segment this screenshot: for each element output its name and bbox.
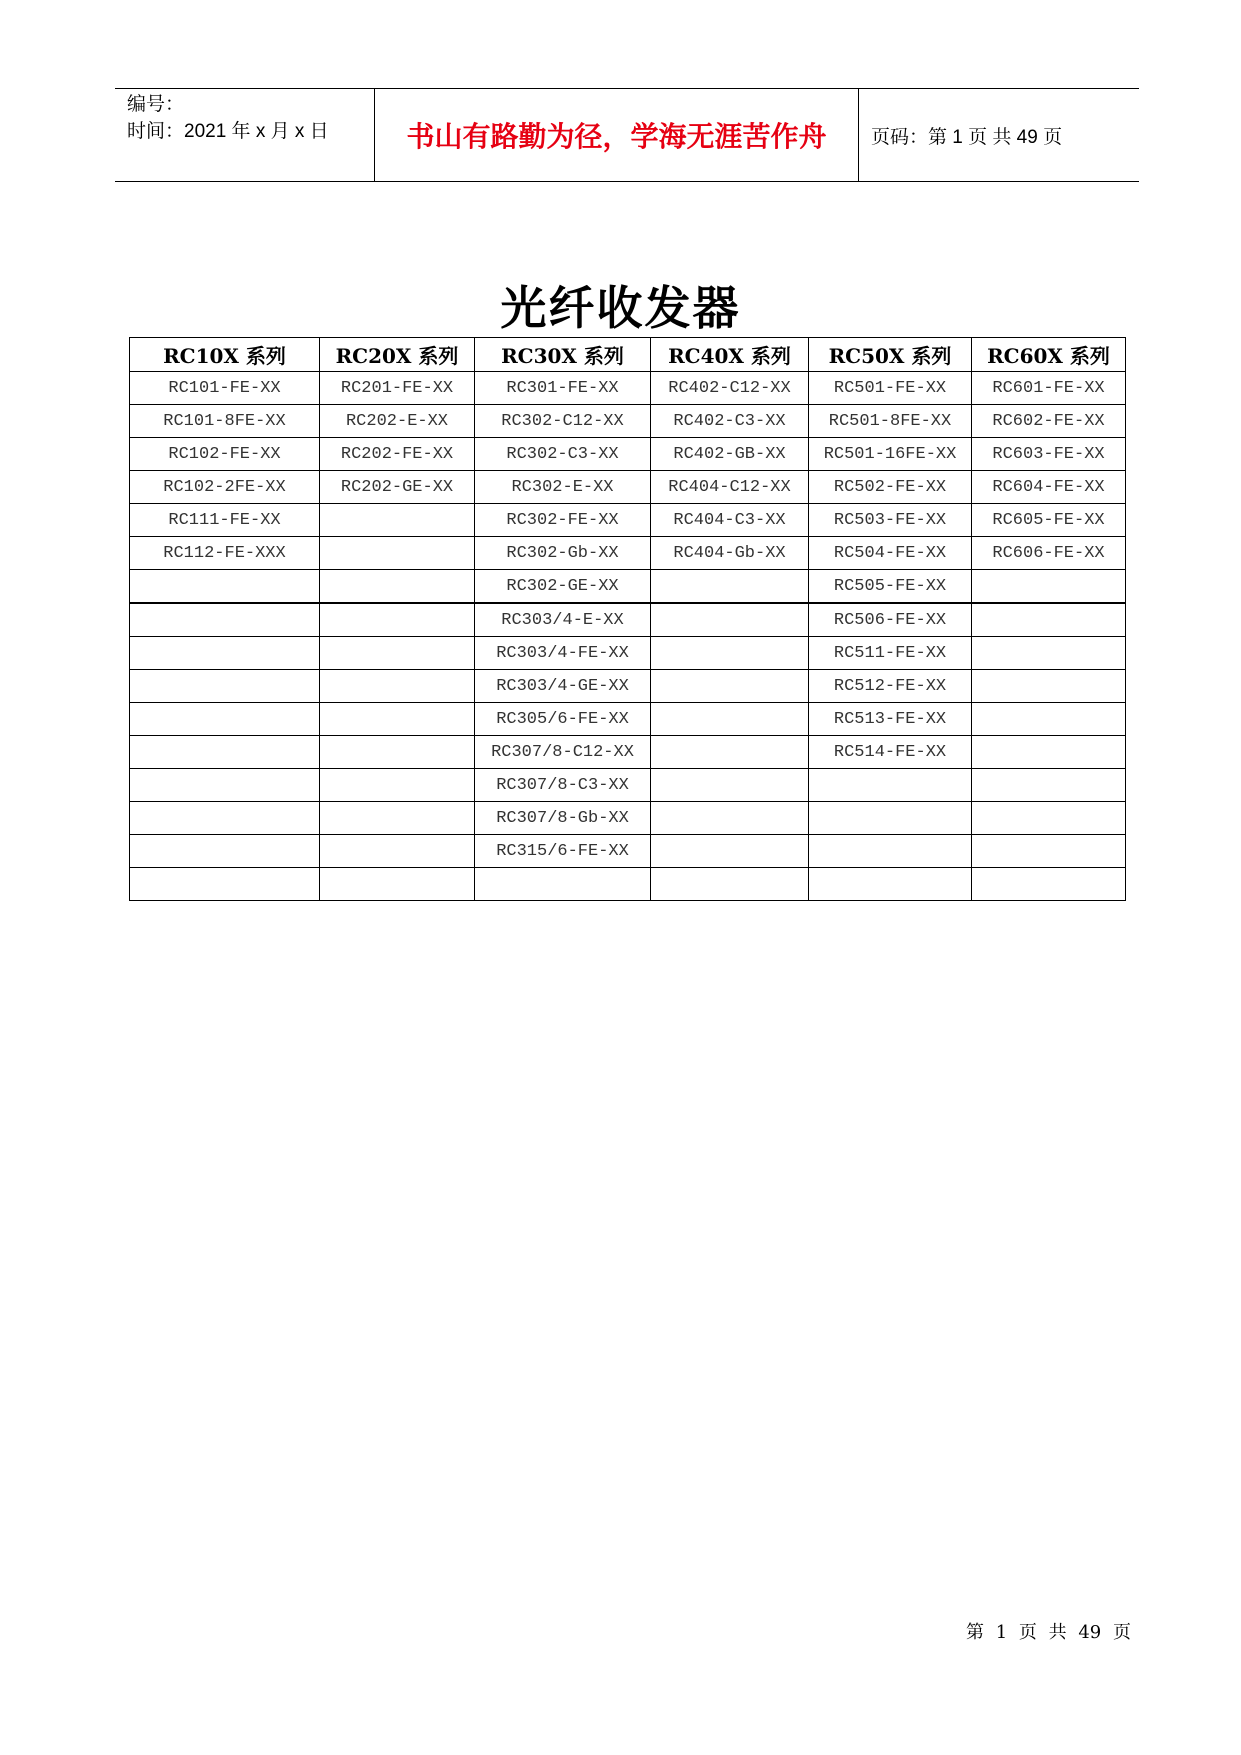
table-cell: [320, 670, 475, 703]
document-title: 光纤收发器: [500, 281, 741, 335]
column-header: RC10X 系列: [130, 338, 320, 372]
table-cell: [972, 670, 1126, 703]
table-cell: [972, 835, 1126, 868]
table-cell: [651, 802, 809, 835]
table-cell: RC504-FE-XX: [809, 537, 972, 570]
table-cell: [651, 637, 809, 670]
table-row: [130, 703, 1126, 736]
header-meta: [115, 89, 375, 181]
table-row: [130, 637, 1126, 670]
table-cell: RC303/4-E-XX: [475, 603, 651, 637]
table-cell: RC404-C3-XX: [651, 504, 809, 537]
table-row: [130, 372, 1126, 405]
table-row: [130, 504, 1126, 537]
table-cell: [972, 769, 1126, 802]
table-cell: [651, 570, 809, 604]
product-table: [129, 337, 1126, 901]
table-cell: RC201-FE-XX: [320, 372, 475, 405]
table-cell: RC513-FE-XX: [809, 703, 972, 736]
table-cell: RC202-E-XX: [320, 405, 475, 438]
table-cell: RC315/6-FE-XX: [475, 835, 651, 868]
table-cell: RC604-FE-XX: [972, 471, 1126, 504]
table-cell: [972, 868, 1126, 901]
table-cell: [972, 703, 1126, 736]
table-cell: RC501-8FE-XX: [809, 405, 972, 438]
table-cell: RC402-GB-XX: [651, 438, 809, 471]
table-cell: [651, 736, 809, 769]
table-cell: [320, 703, 475, 736]
table-cell: RC302-C12-XX: [475, 405, 651, 438]
table-cell: RC601-FE-XX: [972, 372, 1126, 405]
table-cell: RC514-FE-XX: [809, 736, 972, 769]
column-header: RC30X 系列: [475, 338, 651, 372]
table-cell: RC101-FE-XX: [130, 372, 320, 405]
header-page-cell: [859, 89, 1139, 181]
table-row: [130, 802, 1126, 835]
document-date: 时间：2021 年 x 月 x 日: [127, 121, 329, 142]
table-cell: [651, 769, 809, 802]
column-header: RC40X 系列: [651, 338, 809, 372]
table-cell: RC506-FE-XX: [809, 603, 972, 637]
table-cell: RC302-C3-XX: [475, 438, 651, 471]
table-cell: [130, 835, 320, 868]
table-cell: RC111-FE-XX: [130, 504, 320, 537]
table-cell: [651, 670, 809, 703]
table-row: [130, 868, 1126, 901]
table-cell: RC606-FE-XX: [972, 537, 1126, 570]
header-motto: 书山有路勤为径，学海无涯苦作舟: [406, 120, 827, 153]
table-cell: RC503-FE-XX: [809, 504, 972, 537]
table-cell: RC202-FE-XX: [320, 438, 475, 471]
column-header: RC50X 系列: [809, 338, 972, 372]
table-cell: [130, 868, 320, 901]
table-cell: RC302-FE-XX: [475, 504, 651, 537]
table-cell: [320, 835, 475, 868]
table-cell: RC302-GE-XX: [475, 570, 651, 604]
table-cell: [320, 570, 475, 604]
column-header: RC20X 系列: [320, 338, 475, 372]
table-cell: RC303/4-FE-XX: [475, 637, 651, 670]
header-motto-cell: [375, 89, 859, 181]
table-header-row: [130, 338, 1126, 372]
table-cell: RC605-FE-XX: [972, 504, 1126, 537]
column-header: RC60X 系列: [972, 338, 1126, 372]
table-cell: RC501-FE-XX: [809, 372, 972, 405]
table-row: [130, 736, 1126, 769]
table-cell: RC602-FE-XX: [972, 405, 1126, 438]
table-row: [130, 537, 1126, 570]
table-cell: [809, 835, 972, 868]
table-row: [130, 670, 1126, 703]
table-cell: RC102-FE-XX: [130, 438, 320, 471]
table-cell: [130, 637, 320, 670]
table-cell: [130, 802, 320, 835]
table-cell: [651, 868, 809, 901]
table-cell: [130, 769, 320, 802]
table-cell: [320, 736, 475, 769]
table-cell: RC402-C3-XX: [651, 405, 809, 438]
table-cell: RC511-FE-XX: [809, 637, 972, 670]
table-cell: [320, 637, 475, 670]
table-row: [130, 405, 1126, 438]
table-cell: [320, 537, 475, 570]
table-cell: RC303/4-GE-XX: [475, 670, 651, 703]
table-cell: RC502-FE-XX: [809, 471, 972, 504]
table-cell: RC202-GE-XX: [320, 471, 475, 504]
table-cell: RC112-FE-XXX: [130, 537, 320, 570]
document-number-label: 编号：: [127, 94, 185, 115]
table-row: [130, 835, 1126, 868]
table-cell: RC307/8-C12-XX: [475, 736, 651, 769]
table-row: [130, 471, 1126, 504]
table-cell: RC404-Gb-XX: [651, 537, 809, 570]
table-cell: [972, 603, 1126, 637]
table-row: [130, 438, 1126, 471]
table-cell: [320, 868, 475, 901]
table-cell: [130, 603, 320, 637]
table-cell: RC404-C12-XX: [651, 471, 809, 504]
table-cell: [972, 736, 1126, 769]
table-cell: RC305/6-FE-XX: [475, 703, 651, 736]
header-page-info: 页码：第 1 页 共 49 页: [871, 126, 1063, 148]
table-body: [130, 372, 1126, 901]
table-cell: RC402-C12-XX: [651, 372, 809, 405]
table-cell: RC603-FE-XX: [972, 438, 1126, 471]
table-cell: RC102-2FE-XX: [130, 471, 320, 504]
table-cell: RC307/8-C3-XX: [475, 769, 651, 802]
table-cell: [320, 802, 475, 835]
table-row: [130, 603, 1126, 637]
table-cell: [130, 736, 320, 769]
table-cell: [972, 570, 1126, 604]
page-footer: 第 1 页 共 49 页: [966, 1622, 1131, 1643]
table-cell: [809, 802, 972, 835]
table-cell: [320, 504, 475, 537]
table-cell: [809, 769, 972, 802]
table-cell: RC501-16FE-XX: [809, 438, 972, 471]
table-cell: [130, 570, 320, 604]
table-cell: RC301-FE-XX: [475, 372, 651, 405]
table-cell: [130, 703, 320, 736]
page-header: [115, 88, 1139, 182]
table-cell: [651, 835, 809, 868]
table-cell: [809, 868, 972, 901]
table-row: [130, 769, 1126, 802]
table-cell: RC302-Gb-XX: [475, 537, 651, 570]
table-cell: [651, 603, 809, 637]
table-cell: [475, 868, 651, 901]
table-cell: RC302-E-XX: [475, 471, 651, 504]
table-cell: [320, 603, 475, 637]
table-cell: [972, 802, 1126, 835]
table-row: [130, 570, 1126, 604]
table-cell: [651, 703, 809, 736]
table-cell: [130, 670, 320, 703]
table-cell: RC512-FE-XX: [809, 670, 972, 703]
table-cell: RC307/8-Gb-XX: [475, 802, 651, 835]
table-cell: RC505-FE-XX: [809, 570, 972, 604]
table-cell: [972, 637, 1126, 670]
table-cell: RC101-8FE-XX: [130, 405, 320, 438]
table-cell: [320, 769, 475, 802]
